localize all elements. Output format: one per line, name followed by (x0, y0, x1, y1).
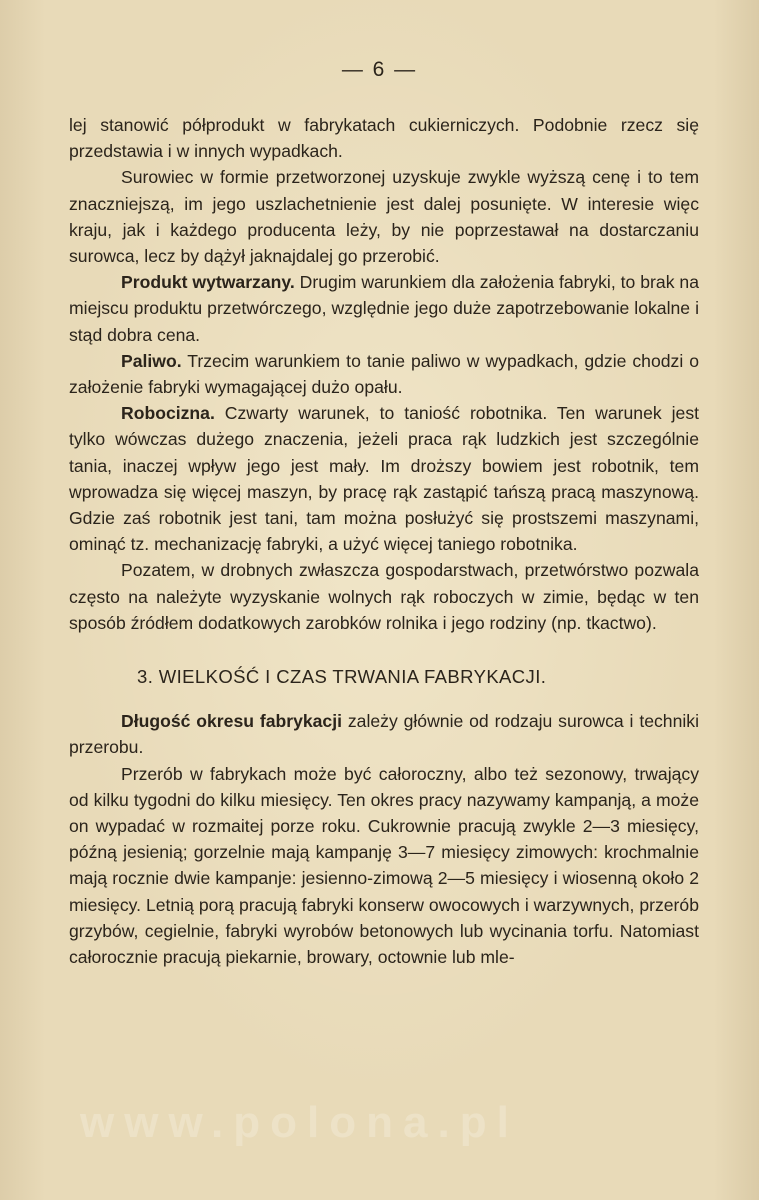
paragraph-paliwo (69, 348, 699, 400)
paragraph-pozatem (69, 557, 699, 636)
watermark: www.polona.pl (80, 1098, 519, 1147)
paragraph-paliwo-text: Trzecim warunkiem to tanie paliwo w wypadkach, gdzie chodzi o założenie fabryki wymagającej dużo opału. (69, 350, 699, 398)
paragraph-1 (69, 112, 699, 164)
paragraph-produkt (69, 269, 699, 348)
page-number: — 6 — (341, 58, 418, 81)
paragraph-dlugosc-lead: Długość okresu fabrykacji (121, 711, 342, 732)
body-text (69, 112, 699, 970)
paragraph-dlugosc (69, 708, 699, 760)
paragraph-1-text: lej stanowić półprodukt w fabrykatach cukierniczych. Podobnie rzecz się przedstawia i w innych wypadkach. (69, 115, 699, 162)
paragraph-produkt-lead: Produkt wytwarzany. (121, 272, 295, 293)
paragraph-produkt-text: Drugim warunkiem dla założenia fabryki, to brak na miejscu produktu przetwórczego, względnie jego duże zapotrzebowanie lokalne i stąd dobra cena. (69, 272, 699, 345)
paragraph-przerob-text: Przerób w fabrykach może być całoroczny, albo też sezonowy, trwający od kilku tygodni do kilku miesięcy. Ten okres pracy nazywamy kampanją, a może on wypadać w rozmaitej porze roku. Cukrownie pracują zwykle 2—3 miesięcy, późną jesienią; gorzelnie mają kampanję 3—7 miesięcy zimowych: krochmalnie mają rocznie dwie kampanje: jesienno-zimową 2—5 miesięcy i wiosenną około 2 miesięcy. Letnią porą pracują fabryki konserw owocowych i warzywnych, przerób grzybów, cegielnie, fabryki wyrobów betonowych lub wycinania torfu. Natomiast całorocznie pracują piekarnie, browary, octownie lub mle- (69, 763, 699, 968)
paragraph-przerob (69, 761, 699, 971)
paragraph-robocizna (69, 400, 699, 557)
section-heading: 3. WIELKOŚĆ I CZAS TRWANIA FABRYKACJI. (137, 666, 547, 688)
paragraph-dlugosc-text: zależy głównie od rodzaju surowca i techniki przerobu. (69, 711, 699, 758)
paragraph-2-text: Surowiec w formie przetworzonej uzyskuje zwykle wyższą cenę i to tem znaczniejszą, im jego uszlachetnienie jest dalej posunięte. W interesie więc kraju, jak i każdego producenta leży, by nie poprzestawał na dostarczaniu surowca, lecz by dążył jaknajdalej go przerobić. (69, 167, 699, 267)
paragraph-2 (69, 164, 699, 269)
paragraph-robocizna-lead: Robocizna. (121, 403, 215, 424)
paragraph-paliwo-lead: Paliwo. (121, 350, 182, 371)
paragraph-robocizna-text: Czwarty warunek, to taniość robotnika. Ten warunek jest tylko wówczas dużego znaczenia, jeżeli praca rąk ludzkich jest szczególnie tania, inaczej wpływ jego jest mały. Im droższy bowiem jest robotnik, tem wprowadza się więcej maszyn, by pracę rąk zastąpić tańszą pracą maszynową. Gdzie zaś robotnik jest tani, tam można posłużyć się prostszemi maszynami, ominąć tz. mechanizację fabryki, a użyć więcej taniego robotnika. (69, 403, 699, 555)
paragraph-pozatem-text: Pozatem, w drobnych zwłaszcza gospodarstwach, przetwórstwo pozwala często na należyte wyzyskanie wolnych rąk roboczych w zimie, będąc w ten sposób źródłem dodatkowych zarobków rolnika i jego rodziny (np. tkactwo). (69, 560, 699, 633)
